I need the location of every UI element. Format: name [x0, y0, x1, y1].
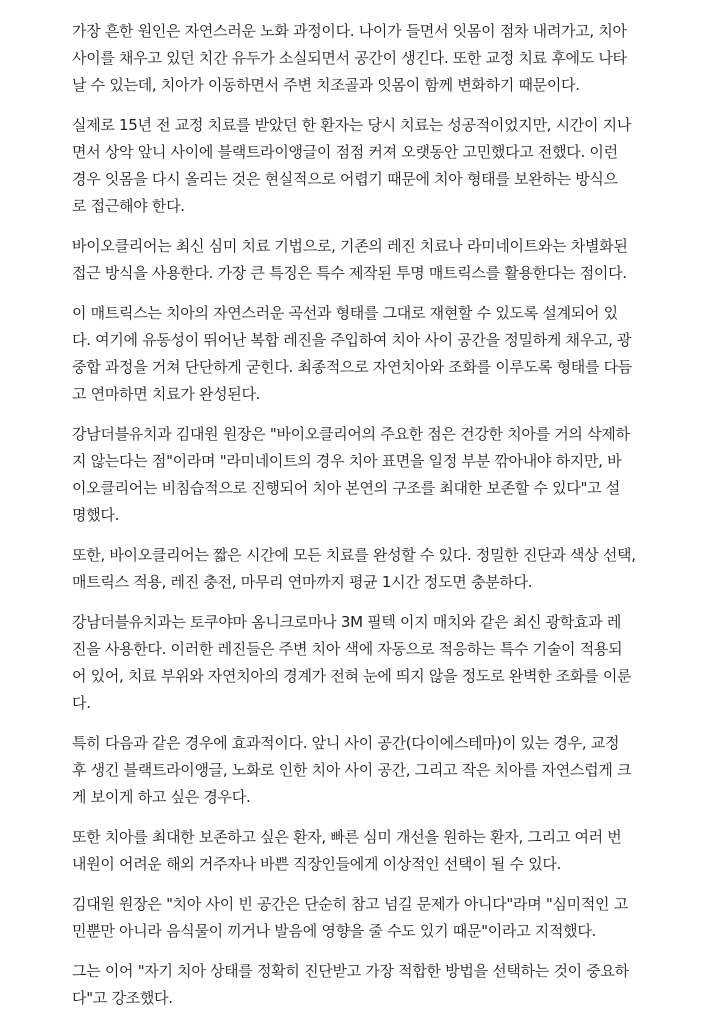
text-line: 고 연마하면 치료가 완성된다.	[72, 385, 261, 403]
text-line: 접근 방식을 사용한다. 가장 큰 특징은 특수 제작된 투명 매트릭스를 활용한다는 점이다.	[72, 264, 627, 282]
paragraph-matrix	[72, 300, 662, 408]
text-line: 경우 잇몸을 다시 올리는 것은 현실적으로 어렵기 때문에 치아 형태를 보완하는 방식으	[72, 170, 618, 188]
text-line: 중합 과정을 거쳐 단단하게 굳힌다. 최종적으로 자연치아와 조화를 이루도록 형태를 다듬	[72, 358, 632, 376]
text-line: 로 접근해야 한다.	[72, 197, 185, 215]
paragraph-conclusion	[72, 958, 662, 1012]
paragraph-ideal-patients	[72, 824, 662, 878]
text-line: 민뿐만 아니라 음식물이 끼거나 발음에 영향을 줄 수도 있기 때문"이라고 지적했다.	[72, 922, 597, 940]
article-body	[72, 18, 662, 1025]
text-line: 내원이 어려운 해외 거주자나 바쁜 직장인들에게 이상적인 선택이 될 수 있다.	[72, 855, 562, 873]
text-line: 날 수 있는데, 치아가 이동하면서 주변 치조골과 잇몸이 함께 변화하기 때문이다.	[72, 76, 580, 94]
paragraph-director-quote	[72, 421, 662, 529]
paragraph-treatment-time	[72, 542, 662, 596]
text-line: 게 보이게 하고 싶은 경우다.	[72, 788, 251, 806]
text-line: 면서 상악 앞니 사이에 블랙트라이앵글이 점점 커져 오랫동안 고민했다고 전했다. 이런	[72, 143, 618, 161]
text-line: 또한, 바이오클리어는 짧은 시간에 모든 치료를 완성할 수 있다. 정밀한 진단과 색상 선택,	[72, 546, 636, 564]
paragraph-resins	[72, 609, 662, 717]
paragraph-director-remark	[72, 891, 662, 945]
text-line: 다.	[72, 694, 91, 712]
text-line: 진을 사용한다. 이러한 레진들은 주변 치아 색에 자동으로 적응하는 특수 기술이 적용되	[72, 640, 623, 658]
text-line: 특히 다음과 같은 경우에 효과적이다. 앞니 사이 공간(다이에스테마)이 있는 경우, 교정	[72, 734, 620, 752]
text-line: 이 매트릭스는 치아의 자연스러운 곡선과 형태를 그대로 재현할 수 있도록 설계되어 있	[72, 304, 618, 322]
text-line: 바이오클리어는 최신 심미 치료 기법으로, 기존의 레진 치료나 라미네이트와는 차별화된	[72, 237, 628, 255]
text-line: 또한 치아를 최대한 보존하고 싶은 환자, 빠른 심미 개선을 원하는 환자, 그리고 여러 번	[72, 828, 622, 846]
text-line: 김대원 원장은 "치아 사이 빈 공간은 단순히 참고 넘길 문제가 아니다"라며 "심미적인 고	[72, 895, 628, 913]
paragraph-patient-case	[72, 112, 662, 220]
text-line: 다"고 강조했다.	[72, 989, 173, 1007]
text-line: 다. 여기에 유동성이 뛰어난 복합 레진을 주입하여 치아 사이 공간을 정밀하게 채우고, 광	[72, 331, 632, 349]
text-line: 그는 이어 "자기 치아 상태를 정확히 진단받고 가장 적합한 방법을 선택하는 것이 중요하	[72, 962, 629, 980]
text-line: 이오클리어는 비침습적으로 진행되어 치아 본연의 구조를 최대한 보존할 수 있다"고 설	[72, 479, 620, 497]
text-line: 가장 흔한 원인은 자연스러운 노화 과정이다. 나이가 들면서 잇몸이 점차 내려가고, 치아	[72, 22, 627, 40]
text-line: 어 있어, 치료 부위와 자연치아의 경계가 전혀 눈에 띄지 않을 정도로 완벽한 조화를 이룬	[72, 667, 632, 685]
text-line: 후 생긴 블랙트라이앵글, 노화로 인한 치아 사이 공간, 그리고 작은 치아를 자연스럽게 크	[72, 761, 632, 779]
text-line: 지 않는다는 점"이라며 "라미네이트의 경우 치아 표면을 일정 부분 깎아내야 하지만, 바	[72, 452, 622, 470]
text-line: 매트릭스 적용, 레진 충전, 마무리 연마까지 평균 1시간 정도면 충분하다.	[72, 573, 533, 591]
text-line: 강남더블유치과는 토쿠야마 옴니크로마나 3M 필텍 이지 매치와 같은 최신 광학효과 레	[72, 613, 622, 631]
text-line: 명했다.	[72, 506, 120, 524]
text-line: 강남더블유치과 김대원 원장은 "바이오클리어의 주요한 점은 건강한 치아를 거의 삭제하	[72, 425, 630, 443]
paragraph-indications	[72, 730, 662, 811]
text-line: 사이를 채우고 있던 치간 유두가 소실되면서 공간이 생긴다. 또한 교정 치료 후에도 나타	[72, 49, 627, 67]
text-line: 실제로 15년 전 교정 치료를 받았던 한 환자는 당시 치료는 성공적이었지만, 시간이 지나	[72, 116, 632, 134]
paragraph-cause	[72, 18, 662, 99]
paragraph-bioclear-intro	[72, 233, 662, 287]
